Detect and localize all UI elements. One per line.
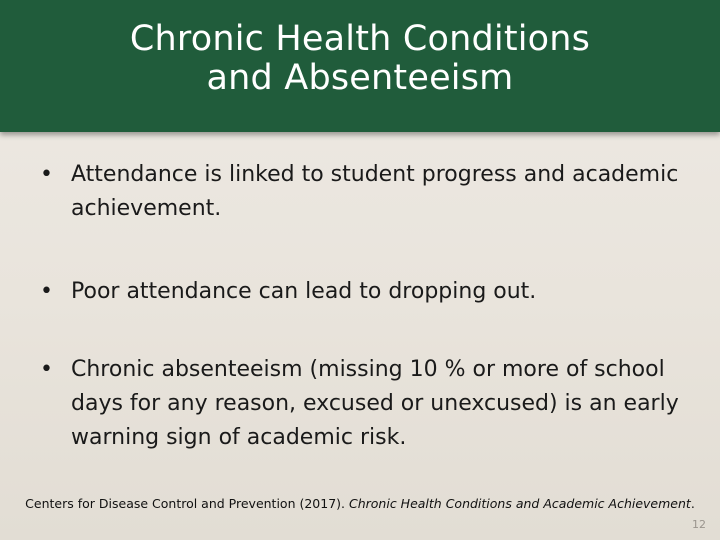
bullet-icon: • <box>40 357 53 382</box>
title-band <box>0 0 720 132</box>
page-number: 12 <box>692 518 706 531</box>
citation-suffix: . <box>690 496 695 511</box>
citation-prefix: Centers for Disease Control and Prevention (2017). <box>25 496 349 511</box>
bullet-text: Chronic absenteeism (missing 10 % or more of school days for any reason, excused or unexcused) is an early warning sign of academic risk. <box>71 357 679 450</box>
citation <box>0 496 720 511</box>
citation-title: Chronic Health Conditions and Academic Achievement <box>349 496 691 511</box>
slide-title <box>0 20 720 98</box>
bullet-icon: • <box>40 162 53 187</box>
slide-title-line-1: Chronic Health Conditions <box>129 19 591 59</box>
bullet-text: Poor attendance can lead to dropping out. <box>71 279 537 304</box>
bullet-icon: • <box>40 279 53 304</box>
bullet-text: Attendance is linked to student progress and academic achievement. <box>71 162 679 221</box>
slide-title-line-2: and Absenteeism <box>206 58 514 98</box>
